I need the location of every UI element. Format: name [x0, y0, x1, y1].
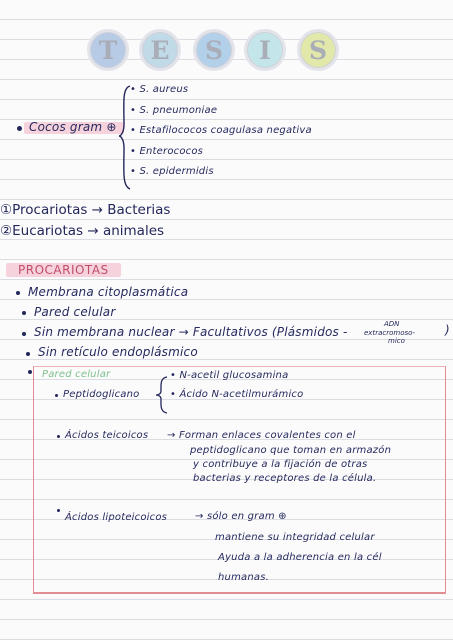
plasmid-note-mico: mico	[388, 337, 405, 345]
peptidoglicano-item: • Ácido N-acetilmurámico	[170, 389, 304, 400]
pared-heading: Pared celular	[42, 369, 111, 380]
bullet-dot	[17, 126, 22, 131]
cocos-gram-label: Cocos gram ⊕	[29, 120, 117, 134]
teicoicos-line: → Forman enlaces covalentes con el	[167, 430, 356, 441]
lipoteicoicos-line: humanas.	[218, 572, 269, 583]
peptidoglicano-brace	[155, 375, 169, 415]
bullet-dot	[57, 509, 60, 512]
bullet-sin-membrana: Sin membrana nuclear → Facultativos (Plásmidos -	[34, 325, 348, 339]
teicoicos-line: y contribuye a la fijación de otras	[193, 459, 368, 470]
lipoteicoicos-label: Ácidos lipoteicoicos	[65, 512, 168, 523]
lipoteicoicos-line: Ayuda a la adherencia en la cél	[218, 552, 382, 563]
cocos-item: • Enterococos	[130, 146, 204, 157]
bullet-sin-reticulo: Sin retículo endoplásmico	[38, 345, 198, 359]
teicoicos-line: bacterias y receptores de la célula.	[193, 473, 377, 484]
plasmid-note-adn: ADN	[384, 320, 400, 328]
title-letter-t: T	[87, 29, 129, 71]
bullet-dot	[55, 394, 58, 397]
title-letter-s: S	[193, 29, 235, 71]
lipoteicoicos-line: mantiene su integridad celular	[215, 532, 375, 543]
eucariotas-line: ②Eucariotas → animales	[0, 223, 165, 239]
cocos-item: • Estafilococos coagulasa negativa	[130, 125, 312, 136]
bullet-membrana: Membrana citoplasmática	[28, 285, 189, 299]
peptidoglicano-item: • N-acetil glucosamina	[170, 370, 289, 381]
bullet-dot	[57, 435, 60, 438]
lipoteicoicos-line: → sólo en gram ⊕	[195, 511, 287, 522]
plasmid-close-paren: )	[445, 323, 450, 337]
bullet-dot	[22, 311, 26, 315]
bullet-dot	[22, 332, 26, 336]
bullet-dot	[26, 352, 30, 356]
cocos-item: • S. aureus	[130, 84, 189, 95]
procariotas-heading: PROCARIOTAS	[18, 263, 109, 277]
plasmid-note-extra: extracromoso-	[364, 329, 415, 337]
teicoicos-line: peptidoglicano que toman en armazón	[190, 445, 392, 456]
bullet-dot	[28, 370, 32, 374]
cocos-item: • S. pneumoniae	[130, 105, 218, 116]
procariotas-line: ①Procariotas → Bacterias	[0, 202, 171, 218]
title-letter-i: I	[244, 29, 286, 71]
bullet-dot	[16, 291, 20, 295]
cocos-item: • S. epidermidis	[130, 166, 214, 177]
title-letter-e: E	[139, 29, 181, 71]
peptidoglicano-label: Peptidoglicano	[63, 389, 140, 400]
teicoicos-label: Ácidos teicoicos	[65, 430, 149, 441]
bullet-pared: Pared celular	[34, 305, 116, 319]
title-letter-s2: S	[297, 29, 339, 71]
